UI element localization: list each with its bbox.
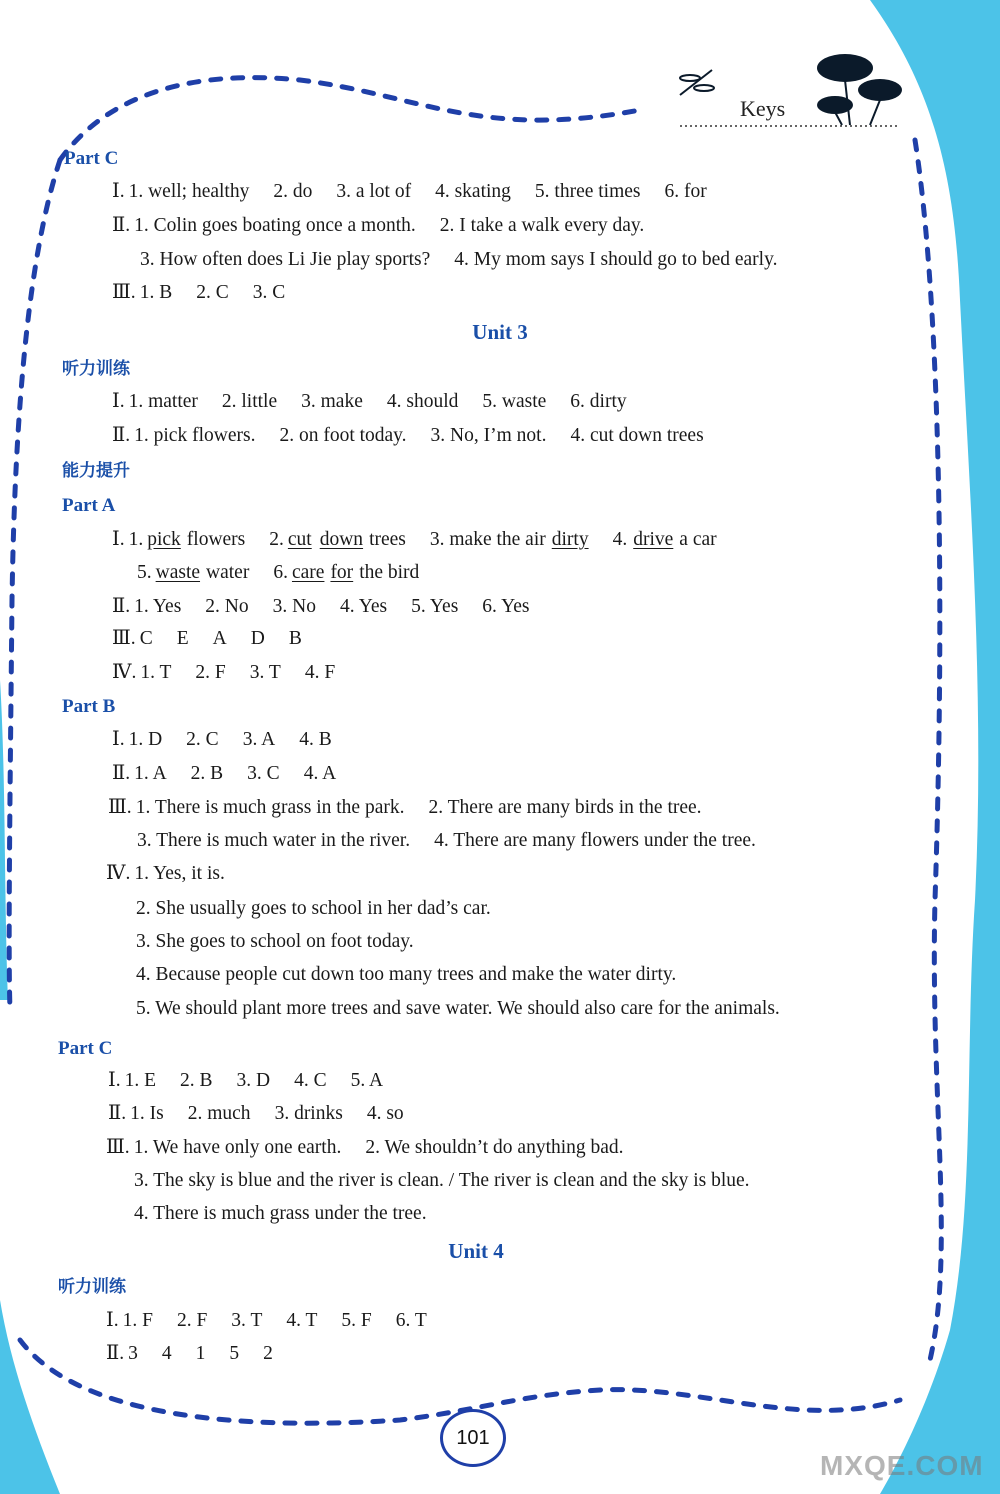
answer-line: Ⅲ. 1. We have only one earth. 2. We shouldn’t do anything bad. [106, 1137, 624, 1158]
answer-line: Ⅰ. 1. F 2. F 3. T 4. T 5. F 6. T [106, 1310, 427, 1331]
answer-line: Ⅱ. 1. Colin goes boating once a month. 2. I take a walk every day. [112, 215, 645, 236]
answer-line: Ⅱ. 1. pick flowers. 2. on foot today. 3. No, I’m not. 4. cut down trees [112, 425, 704, 446]
watermark: MXQE.COM [820, 1450, 984, 1481]
page-number: 101 [440, 1409, 506, 1467]
section-heading: Part A [62, 495, 116, 516]
unit-title: Unit 4 [448, 1239, 504, 1263]
answer-line: 5. We should plant more trees and save water. We should also care for the animals. [136, 998, 780, 1019]
section-heading: 听力训练 [58, 1277, 126, 1297]
unit-title: Unit 3 [472, 320, 528, 344]
answer-line: Ⅰ. 1. well; healthy 2. do 3. a lot of 4. skating 5. three times 6. for [112, 181, 707, 202]
answer-line: Ⅲ. C E A D B [112, 628, 302, 649]
answer-line: Ⅰ. 1. E 2. B 3. D 4. C 5. A [108, 1070, 384, 1091]
answer-line: 4. There is much grass under the tree. [134, 1203, 427, 1224]
answer-line: 2. She usually goes to school in her dad’s car. [136, 898, 491, 919]
answer-line: 4. Because people cut down too many trees and make the water dirty. [136, 964, 677, 985]
answer-line: 3. The sky is blue and the river is clean. / The river is clean and the sky is blue. [134, 1170, 750, 1191]
answer-line: Ⅲ. 1. There is much grass in the park. 2. There are many birds in the tree. [108, 797, 702, 818]
answer-line: Ⅳ. 1. Yes, it is. [106, 863, 225, 884]
answer-line: Ⅱ. 1. A 2. B 3. C 4. A [112, 763, 337, 784]
keys-header: Keys [740, 96, 786, 121]
section-heading: Part C [58, 1038, 113, 1059]
answer-line: 3. She goes to school on foot today. [136, 931, 414, 952]
answer-line: 3. How often does Li Jie play sports? 4. My mom says I should go to bed early. [140, 249, 778, 270]
answer-line: Ⅰ. 1. pick flowers 2. cut down trees 3. make the air dirty 4. drive a car [112, 529, 717, 550]
section-heading: Part C [64, 148, 119, 169]
answer-line: Ⅰ. 1. matter 2. little 3. make 4. should 5. waste 6. dirty [112, 391, 627, 412]
answer-line: Ⅲ. 1. B 2. C 3. C [112, 282, 286, 303]
answer-line: Ⅳ. 1. T 2. F 3. T 4. F [112, 662, 336, 683]
section-heading: 能力提升 [62, 461, 130, 481]
answer-line: Ⅰ. 1. D 2. C 3. A 4. B [112, 729, 332, 750]
answer-line: 3. There is much water in the river. 4. There are many flowers under the tree. [137, 830, 756, 851]
section-heading: 听力训练 [62, 359, 130, 379]
answer-line: Ⅱ. 3 4 1 5 2 [106, 1343, 273, 1364]
answer-line: Ⅱ. 1. Yes 2. No 3. No 4. Yes 5. Yes 6. Yes [112, 596, 530, 617]
section-heading: Part B [62, 696, 116, 717]
answer-line: Ⅱ. 1. Is 2. much 3. drinks 4. so [108, 1103, 404, 1124]
answer-line: 5. waste water 6. care for the bird [137, 562, 420, 583]
